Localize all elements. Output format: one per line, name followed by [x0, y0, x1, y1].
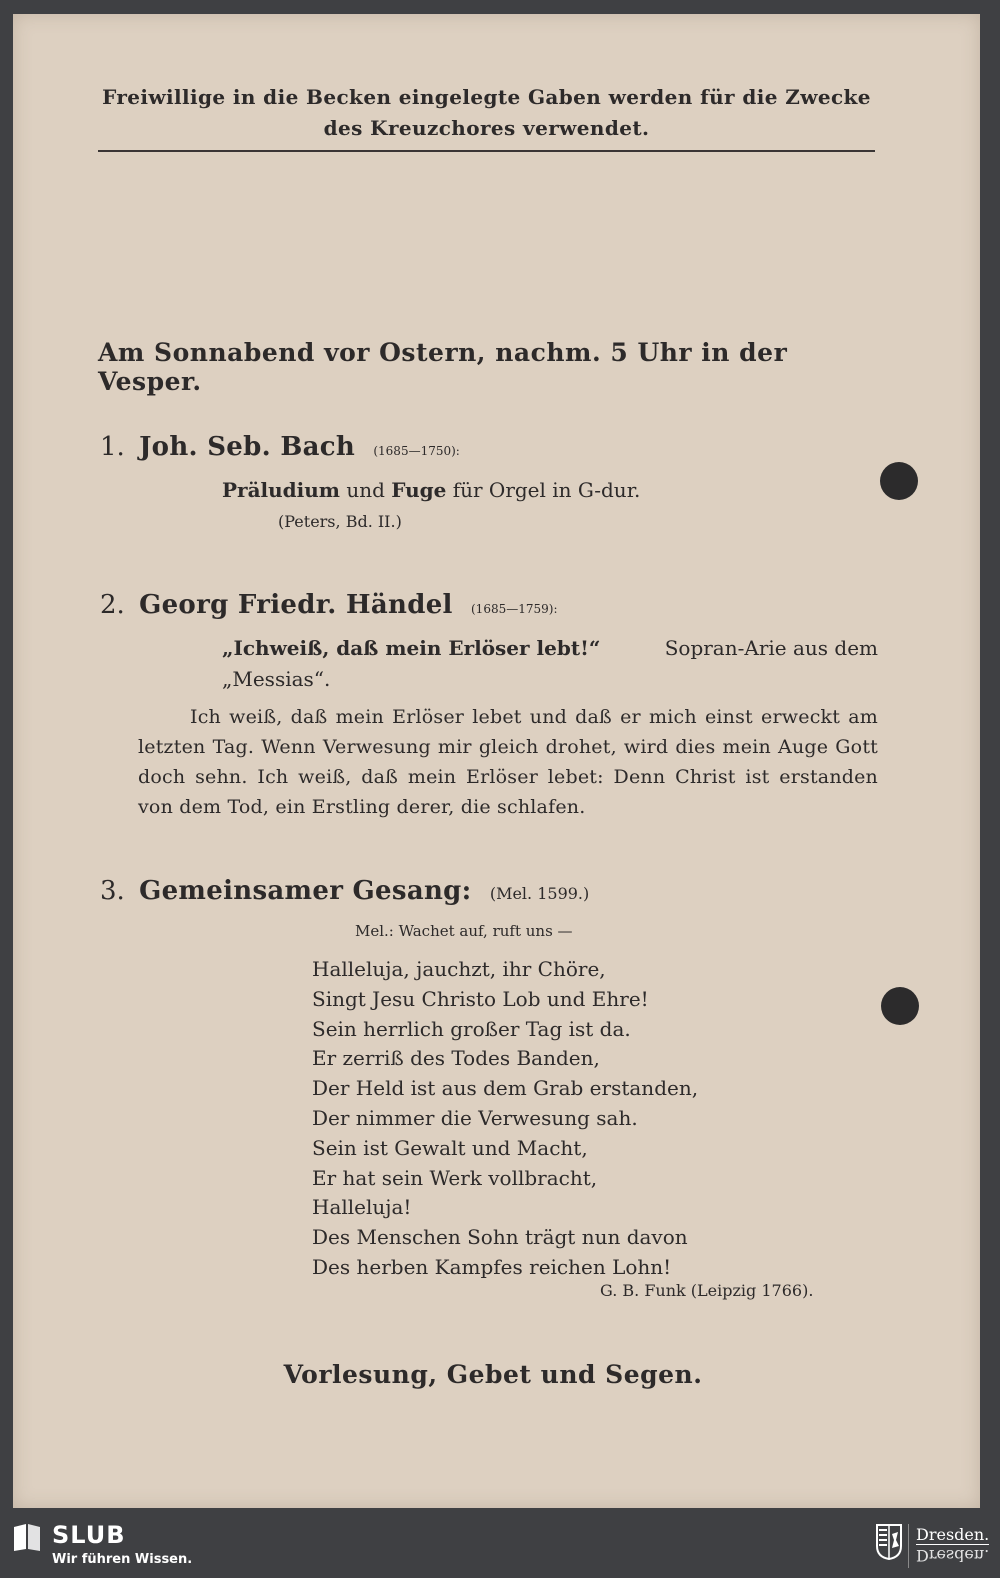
item-1-work-detail: für Orgel in G-dur.: [446, 478, 641, 502]
item-1-dates: (1685—1750):: [373, 444, 460, 458]
verse-line: Der nimmer die Verwesung sah.: [312, 1105, 638, 1130]
book-icon: [12, 1522, 42, 1552]
dresden-wordmark[interactable]: Dresden.: [916, 1525, 990, 1544]
item-1-composer: Joh. Seb. Bach: [139, 432, 356, 462]
verse-line: Sein ist Gewalt und Macht,: [312, 1135, 588, 1160]
punch-hole: [880, 462, 918, 500]
item-3-mel-ref: (Mel. 1599.): [489, 884, 590, 903]
verse-line: Singt Jesu Christo Lob und Ehre!: [312, 986, 649, 1011]
item-2-title-line2: „Messias“.: [222, 667, 331, 691]
item-1-work-part-a: Präludium: [222, 478, 340, 502]
item-1-work-part-b: Fuge: [391, 478, 447, 502]
verse-line: Er hat sein Werk vollbracht,: [312, 1165, 598, 1190]
item-1-work: [222, 478, 640, 502]
item-2-aria-text: Ich weiß, daß mein Erlöser lebet und daß er mich einst erweckt am letzten Tag. Wenn Verwesung mir gleich drohet, wird dies mein Auge Gott doch sehn. Ich weiß, daß mein Erlöser lebet: Denn Christ ist erstanden von dem Tod, ein Erstling derer, die schlafen.: [138, 706, 878, 818]
footer-divider: [908, 1524, 909, 1568]
item-1-number: 1.: [100, 432, 125, 462]
hymn-author: G. B. Funk (Leipzig 1766).: [600, 1281, 814, 1300]
slub-tagline: Wir führen Wissen.: [52, 1552, 193, 1567]
dresden-wordmark-reflection: Dresden.: [916, 1546, 990, 1565]
divider-rule: [98, 150, 875, 152]
item-3-heading: [100, 876, 589, 906]
notice-line-1: Freiwillige in die Becken eingelegte Gaben werden für die Zwecke: [102, 85, 871, 109]
dresden-crest-icon: [876, 1524, 902, 1560]
verse-line: Des Menschen Sohn trägt nun davon: [312, 1225, 688, 1250]
item-2-title-quote: „Ichweiß, daß mein Erlöser lebt!“: [222, 636, 601, 660]
footer-bar: [0, 1518, 1000, 1578]
item-1-work-conj: und: [339, 478, 392, 502]
item-3-melody: Mel.: Wachet auf, ruft uns —: [355, 922, 573, 940]
slub-brand[interactable]: SLUB: [52, 1521, 126, 1549]
item-1-heading: [100, 432, 460, 462]
item-1-edition: (Peters, Bd. II.): [278, 512, 402, 531]
item-2-title-rest: Sopran-Arie aus dem: [664, 636, 878, 660]
item-2-title: [222, 636, 878, 660]
closing-line: Vorlesung, Gebet und Segen.: [283, 1360, 703, 1389]
verse-line: Der Held ist aus dem Grab erstanden,: [312, 1076, 699, 1101]
item-3-title: Gemeinsamer Gesang:: [139, 876, 472, 906]
item-2-heading: [100, 590, 557, 620]
item-3-number: 3.: [100, 876, 125, 906]
verse-line: Halleluja!: [312, 1195, 412, 1220]
verse-line: Halleluja, jauchzt, ihr Chöre,: [312, 957, 606, 981]
item-2-number: 2.: [100, 590, 125, 620]
page-heading: Am Sonnabend vor Ostern, nachm. 5 Uhr in der Vesper.: [98, 338, 788, 396]
punch-hole: [881, 987, 919, 1025]
verse-line: Er zerriß des Todes Banden,: [312, 1046, 600, 1071]
donation-notice: [98, 82, 875, 144]
item-2-dates: (1685—1759):: [471, 602, 558, 616]
item-2-composer: Georg Friedr. Händel: [139, 590, 453, 620]
notice-line-2: des Kreuzchores verwendet.: [323, 116, 650, 140]
hymn-verse: [312, 955, 698, 1283]
verse-line: Sein herrlich großer Tag ist da.: [312, 1016, 631, 1041]
verse-line: Des herben Kampfes reichen Lohn!: [312, 1254, 672, 1279]
